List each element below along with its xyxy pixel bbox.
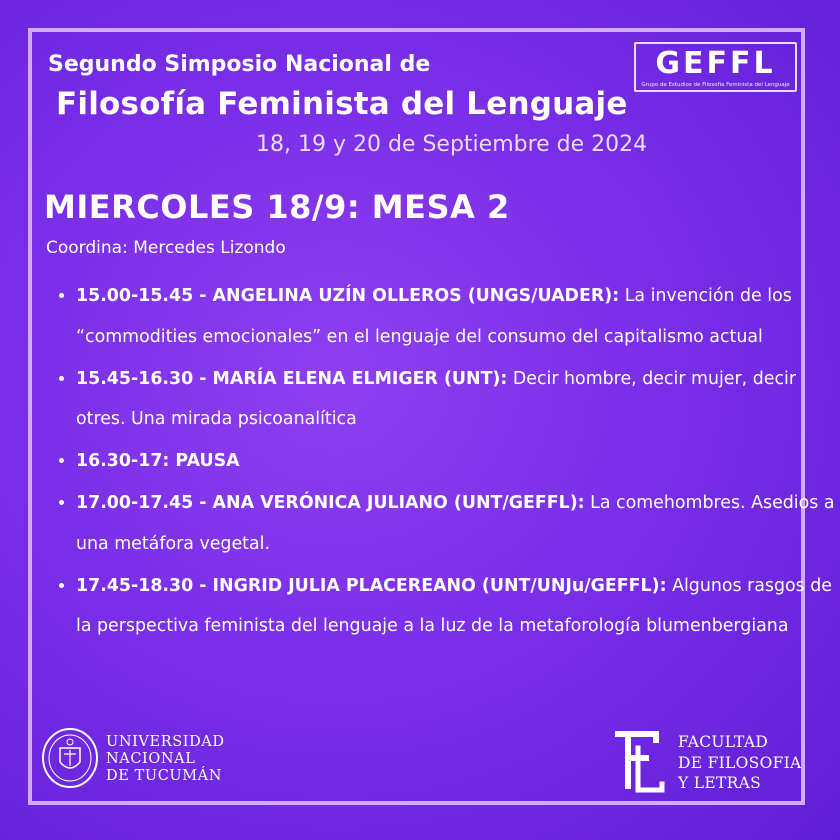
geffl-logo-tagline: Grupo de Estudios de Filosofía Feminista del Lenguaje	[641, 82, 790, 88]
unt-name-line: DE TUCUMÁN	[106, 768, 223, 784]
symposium-title: Filosofía Feminista del Lenguaje	[56, 86, 628, 122]
agenda-item-talk: La comehombres. Asedios a una metáfora vegetal.	[76, 493, 835, 554]
agenda-item-speaker: 16.30-17: PAUSA	[76, 451, 240, 471]
agenda-item	[76, 483, 838, 564]
ffyl-name	[678, 732, 802, 794]
agenda-item	[76, 359, 838, 440]
agenda-item-speaker: 17.45-18.30 - INGRID JULIA PLACEREANO (UNT/UNJu/GEFFL):	[76, 575, 667, 596]
unt-name-line: UNIVERSIDAD	[106, 734, 225, 750]
geffl-logo	[634, 42, 797, 92]
session-coordinator: Coordina: Mercedes Lizondo	[46, 238, 286, 258]
unt-name	[106, 734, 225, 785]
agenda-item-speaker: 15.00-15.45 - ANGELINA UZÍN OLLEROS (UNGS/UADER):	[76, 286, 620, 306]
session-title: MIERCOLES 18/9: MESA 2	[44, 188, 510, 226]
agenda-item	[76, 276, 838, 357]
geffl-logo-acronym: GEFFL	[655, 46, 776, 81]
agenda-list	[48, 276, 838, 648]
unt-seal-icon	[40, 726, 100, 790]
ffyl-monogram-icon	[612, 728, 670, 796]
agenda-item	[76, 566, 838, 647]
agenda-item	[76, 441, 838, 482]
agenda-item-talk: Decir hombre, decir mujer, decir otres. Una mirada psicoanalítica	[76, 368, 796, 429]
symposium-subtitle: Segundo Simposio Nacional de	[48, 52, 431, 77]
agenda-item-talk: Algunos rasgos de la perspectiva feminista del lenguaje a la luz de la metaforología blumenbergiana	[76, 575, 832, 636]
symposium-dates: 18, 19 y 20 de Septiembre de 2024	[256, 132, 648, 157]
agenda-item-speaker: 15.45-16.30 - MARÍA ELENA ELMIGER (UNT):	[76, 368, 508, 389]
unt-name-line: NACIONAL	[106, 751, 196, 767]
ffyl-name-line: DE FILOSOFIA	[678, 753, 802, 772]
agenda-item-talk: La invención de los “commodities emocionales” en el lenguaje del consumo del capitalismo actual	[76, 286, 792, 347]
ffyl-name-line: FACULTAD	[678, 733, 769, 751]
ffyl-name-line: Y LETRAS	[678, 774, 761, 792]
agenda-item-speaker: 17.00-17.45 - ANA VERÓNICA JULIANO (UNT/GEFFL):	[76, 493, 585, 513]
